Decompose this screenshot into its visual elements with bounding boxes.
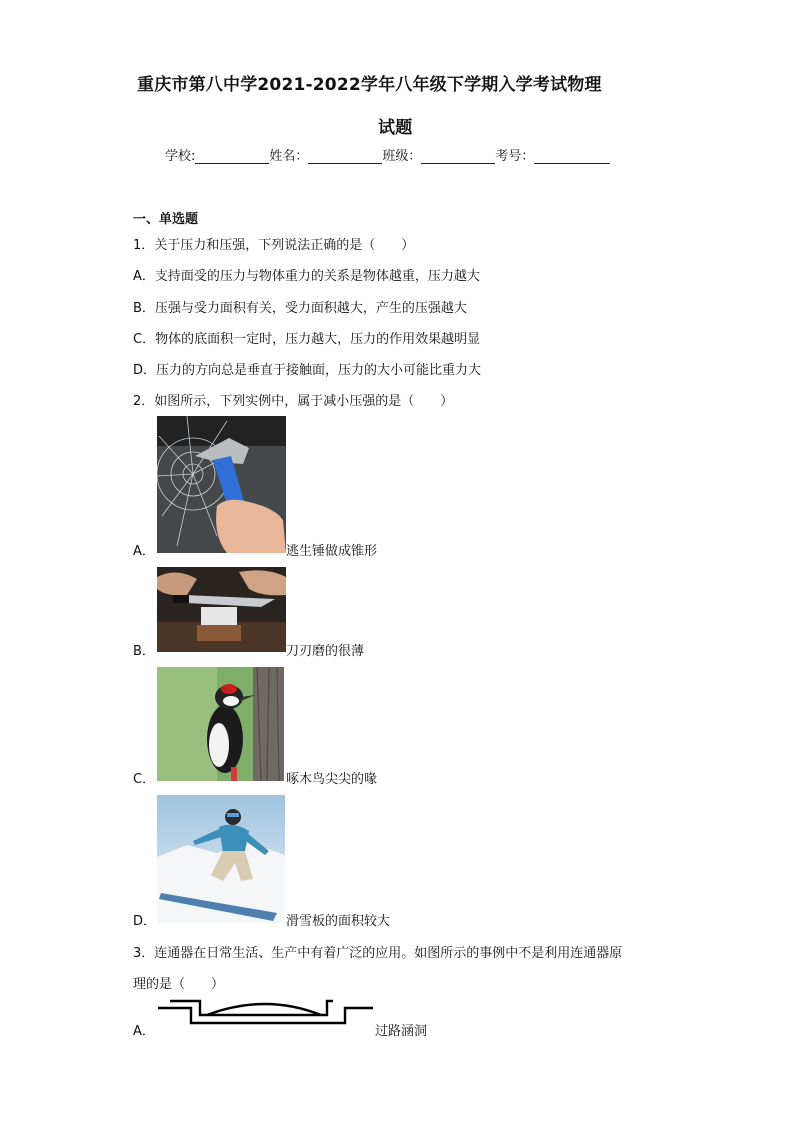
q2-option-c-letter: C． — [133, 772, 156, 787]
woodpecker-image — [157, 667, 284, 781]
q1-option-a: A．支持面受的压力与物体重力的关系是物体越重，压力越大 — [133, 269, 480, 284]
q3-stem-line1: 3．连通器在日常生活、生产中有着广泛的应用。如图所示的事例中不是利用连通器原 — [133, 946, 623, 961]
school-blank[interactable] — [195, 150, 269, 164]
section-heading: 一、单选题 — [133, 212, 199, 227]
q3-stem-line2: 理的是（ ） — [133, 977, 225, 992]
snowboarder-image — [157, 795, 285, 923]
class-label: 班级： — [382, 149, 422, 164]
student-info-row — [165, 145, 610, 164]
name-label: 姓名： — [269, 149, 309, 164]
q1-option-d: D．压力的方向总是垂直于接触面，压力的大小可能比重力大 — [133, 363, 482, 378]
q3-option-a-caption: 过路涵洞 — [375, 1024, 428, 1039]
escape-hammer-illustration — [157, 416, 286, 553]
q2-option-d-letter: D． — [133, 914, 157, 929]
q2-stem: 2．如图所示，下列实例中，属于减小压强的是（ ） — [133, 394, 454, 409]
q2-option-a-caption: 逃生锤做成锥形 — [286, 544, 378, 559]
culvert-illustration — [155, 995, 375, 1031]
q2-option-c-caption: 啄木鸟尖尖的喙 — [286, 772, 378, 787]
exam-title-line1: 重庆市第八中学2021-2022学年八年级下学期入学考试物理 — [137, 75, 602, 95]
exam-title-line2: 试题 — [378, 118, 413, 138]
culvert-diagram — [155, 995, 375, 1031]
woodpecker-illustration — [157, 667, 284, 781]
escape-hammer-image — [157, 416, 286, 553]
q2-option-a-letter: A． — [133, 544, 155, 559]
knife-sharpening-image — [157, 567, 286, 652]
q3-option-a-letter: A． — [133, 1024, 155, 1039]
snowboarder-illustration — [157, 795, 285, 923]
q1-stem: 1．关于压力和压强，下列说法正确的是（ ） — [133, 238, 415, 253]
q1-option-c: C．物体的底面积一定时，压力越大，压力的作用效果越明显 — [133, 332, 481, 347]
school-label: 学校: — [165, 149, 196, 164]
name-blank[interactable] — [308, 150, 382, 164]
q2-option-d-caption: 滑雪板的面积较大 — [286, 914, 391, 929]
q2-option-b-caption: 刀刃磨的很薄 — [286, 644, 365, 659]
exam-no-label: 考号： — [495, 149, 535, 164]
knife-sharpening-illustration — [157, 567, 286, 652]
exam-no-blank[interactable] — [534, 150, 610, 164]
class-blank[interactable] — [421, 150, 495, 164]
q2-option-b-letter: B． — [133, 644, 155, 659]
q1-option-b: B．压强与受力面积有关，受力面积越大，产生的压强越大 — [133, 301, 467, 316]
